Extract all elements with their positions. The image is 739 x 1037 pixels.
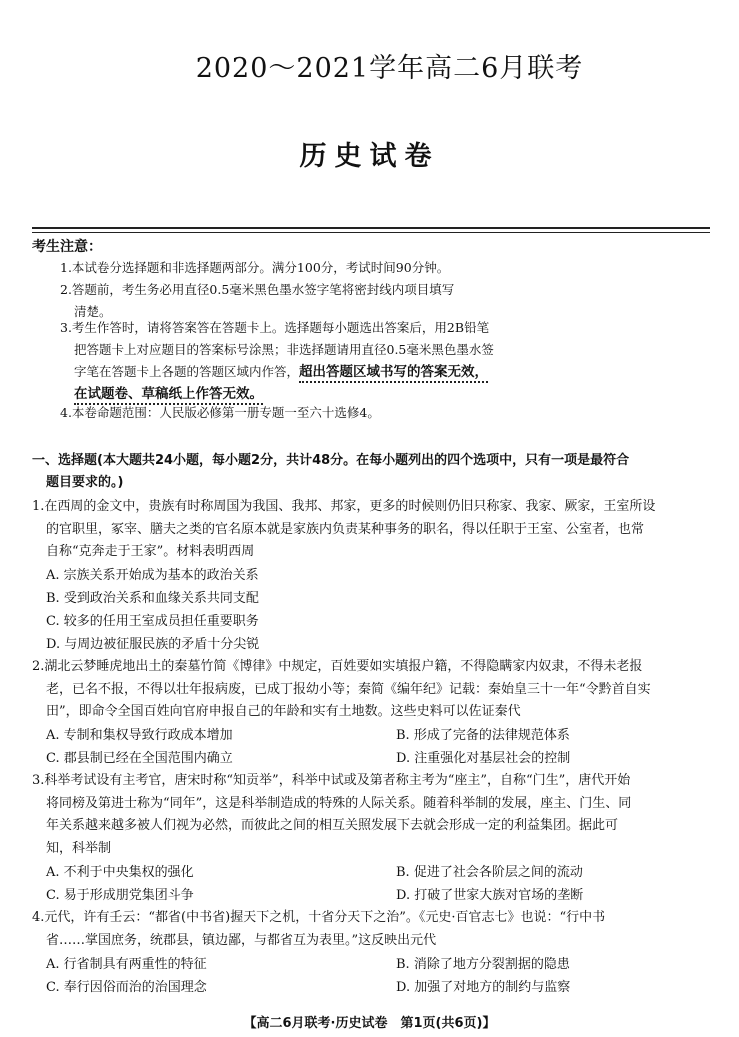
question-4-option-d: D. 加强了对地方的制约与监察 <box>396 980 571 995</box>
question-2-line2: 老，已名不报，不得以壮年报病废，已成丁报幼小等；秦简《编年纪》记载：秦始皇三十一年“令黔首自实 <box>46 681 651 697</box>
question-3-option-c: C. 易于形成朋党集团斗争 <box>46 888 194 903</box>
question-3-option-b: B. 促进了社会各阶层之间的流动 <box>396 865 583 880</box>
question-3-line3: 年关系越来越多被人们视为必然，而彼此之间的相互关照发展下去就会形成一定的利益集团。据此可 <box>46 818 619 833</box>
notice-item-4-text: 4.本卷命题范围：人民版必修第一册专题一至六十选修4。 <box>60 405 380 420</box>
question-2-option-b: B. 形成了完备的法律规范体系 <box>396 728 570 743</box>
question-4-option-c: C. 奉行因俗而治的治国理念 <box>46 980 207 995</box>
question-1-option-b: B. 受到政治关系和血缘关系共同支配 <box>46 591 259 606</box>
question-1-line1: 1.在西周的金文中，贵族有时称周国为我国、我邦、邦家，更多的时候则仍旧只称家、我家、厥家，王室所设 <box>32 499 656 514</box>
question-4-line1: 4.元代，许有壬云：“都省(中书省)握天下之机，十省分天下之治”。《元史·百官志七》也说：“行中书 <box>32 910 606 925</box>
notice-item-3-line1: 3.考生作答时，请将答案答在答题卡上。选择题每小题选出答案后，用2B铅笔 <box>60 320 490 335</box>
question-1-line3: 自称“克奔走于王家”。材料表明西周 <box>46 544 255 559</box>
notice-item-4 <box>60 402 580 424</box>
question-4-line2: 省……掌国庶务，统郡县，镇边鄙，与都省互为表里。”这反映出元代 <box>46 932 437 948</box>
question-1-line2: 的官职里，冢宰、膳夫之类的官名原本就是家族内负责某种事务的职名，得以任职于王室、公室者，也常 <box>46 521 645 537</box>
section-heading-line1: 一、选择题(本大题共24小题，每小题2分，共计48分。在每小题列出的四个选项中，只有一项是最符合 <box>32 453 630 468</box>
question-2-option-d: D. 注重强化对基层社会的控制 <box>396 751 571 766</box>
header-divider-thick <box>32 227 710 229</box>
notice-heading: 考生注意： <box>32 239 102 255</box>
question-4-option-a: A. 行省制具有两重性的特征 <box>46 957 207 972</box>
question-2 <box>32 656 722 724</box>
exam-title: 2020～2021学年高二6月联考 <box>195 53 584 84</box>
page-footer: 【高二6月联考·历史试卷 第1页(共6页)】 <box>243 1016 496 1031</box>
question-3-line2: 将同榜及第进士称为“同年”，这是科举制造成的特殊的人际关系。随着科举制的发展，座主、门生、同 <box>46 795 632 811</box>
question-1-option-d: D. 与周边被征服民族的矛盾十分尖锐 <box>46 637 260 652</box>
notice-item-3-line3-text: 字笔在答题卡上各题的答题区域内作答， <box>74 364 300 379</box>
notice-item-2-line2: 清楚。 <box>74 304 112 319</box>
notice-item-3 <box>60 317 620 405</box>
question-2-option-c: C. 郡县制已经在全国范围内确立 <box>46 751 233 766</box>
question-2-line3: 田”，即命令全国百姓向官府申报自己的年龄和实有土地数。这些史料可以佐证秦代 <box>46 704 521 719</box>
question-2-option-a: A. 专制和集权导致行政成本增加 <box>46 728 233 743</box>
question-3-option-d: D. 打破了世家大族对官场的垄断 <box>396 888 584 903</box>
question-3 <box>32 770 722 860</box>
notice-item-1-text: 1.本试卷分选择题和非选择题两部分。满分100分，考试时间90分钟。 <box>60 260 450 275</box>
section-heading <box>32 450 722 494</box>
notice-emphasis-1: 超出答题区域书写的答案无效， <box>299 364 488 383</box>
question-1 <box>32 496 722 564</box>
notice-item-2-line1: 2.答题前，考生务必用直径0.5毫米黑色墨水签字笔将密封线内项目填写 <box>60 282 455 297</box>
question-1-option-a: A. 宗族关系开始成为基本的政治关系 <box>46 568 259 583</box>
question-2-line1: 2.湖北云梦睡虎地出土的秦墓竹简《博律》中规定，百姓要如实填报户籍，不得隐瞒家内奴隶，不得未老报 <box>32 659 643 674</box>
notice-item-1 <box>60 257 580 279</box>
question-3-option-a: A. 不利于中央集权的强化 <box>46 865 194 880</box>
notice-item-3-line3 <box>60 361 620 383</box>
question-4-option-b: B. 消除了地方分裂割据的隐患 <box>396 957 570 972</box>
question-1-option-c: C. 较多的任用王室成员担任重要职务 <box>46 614 259 629</box>
question-3-line4: 知，科举制 <box>46 840 112 856</box>
subject-title: 历史试卷 <box>299 141 440 172</box>
header-divider-thin <box>32 232 710 233</box>
section-heading-line2: 题目要求的。) <box>46 475 124 490</box>
question-3-line1: 3.科举考试设有主考官，唐宋时称“知贡举”，科举中试或及第者称主考为“座主”，自称“门生”，唐代开始 <box>32 773 631 788</box>
question-4 <box>32 907 722 952</box>
notice-emphasis-2: 在试题卷、草稿纸上作答无效。 <box>74 386 263 405</box>
notice-item-3-line2: 把答题卡上对应题目的答案标号涂黑；非选择题请用直径0.5毫米黑色墨水签 <box>74 342 494 357</box>
